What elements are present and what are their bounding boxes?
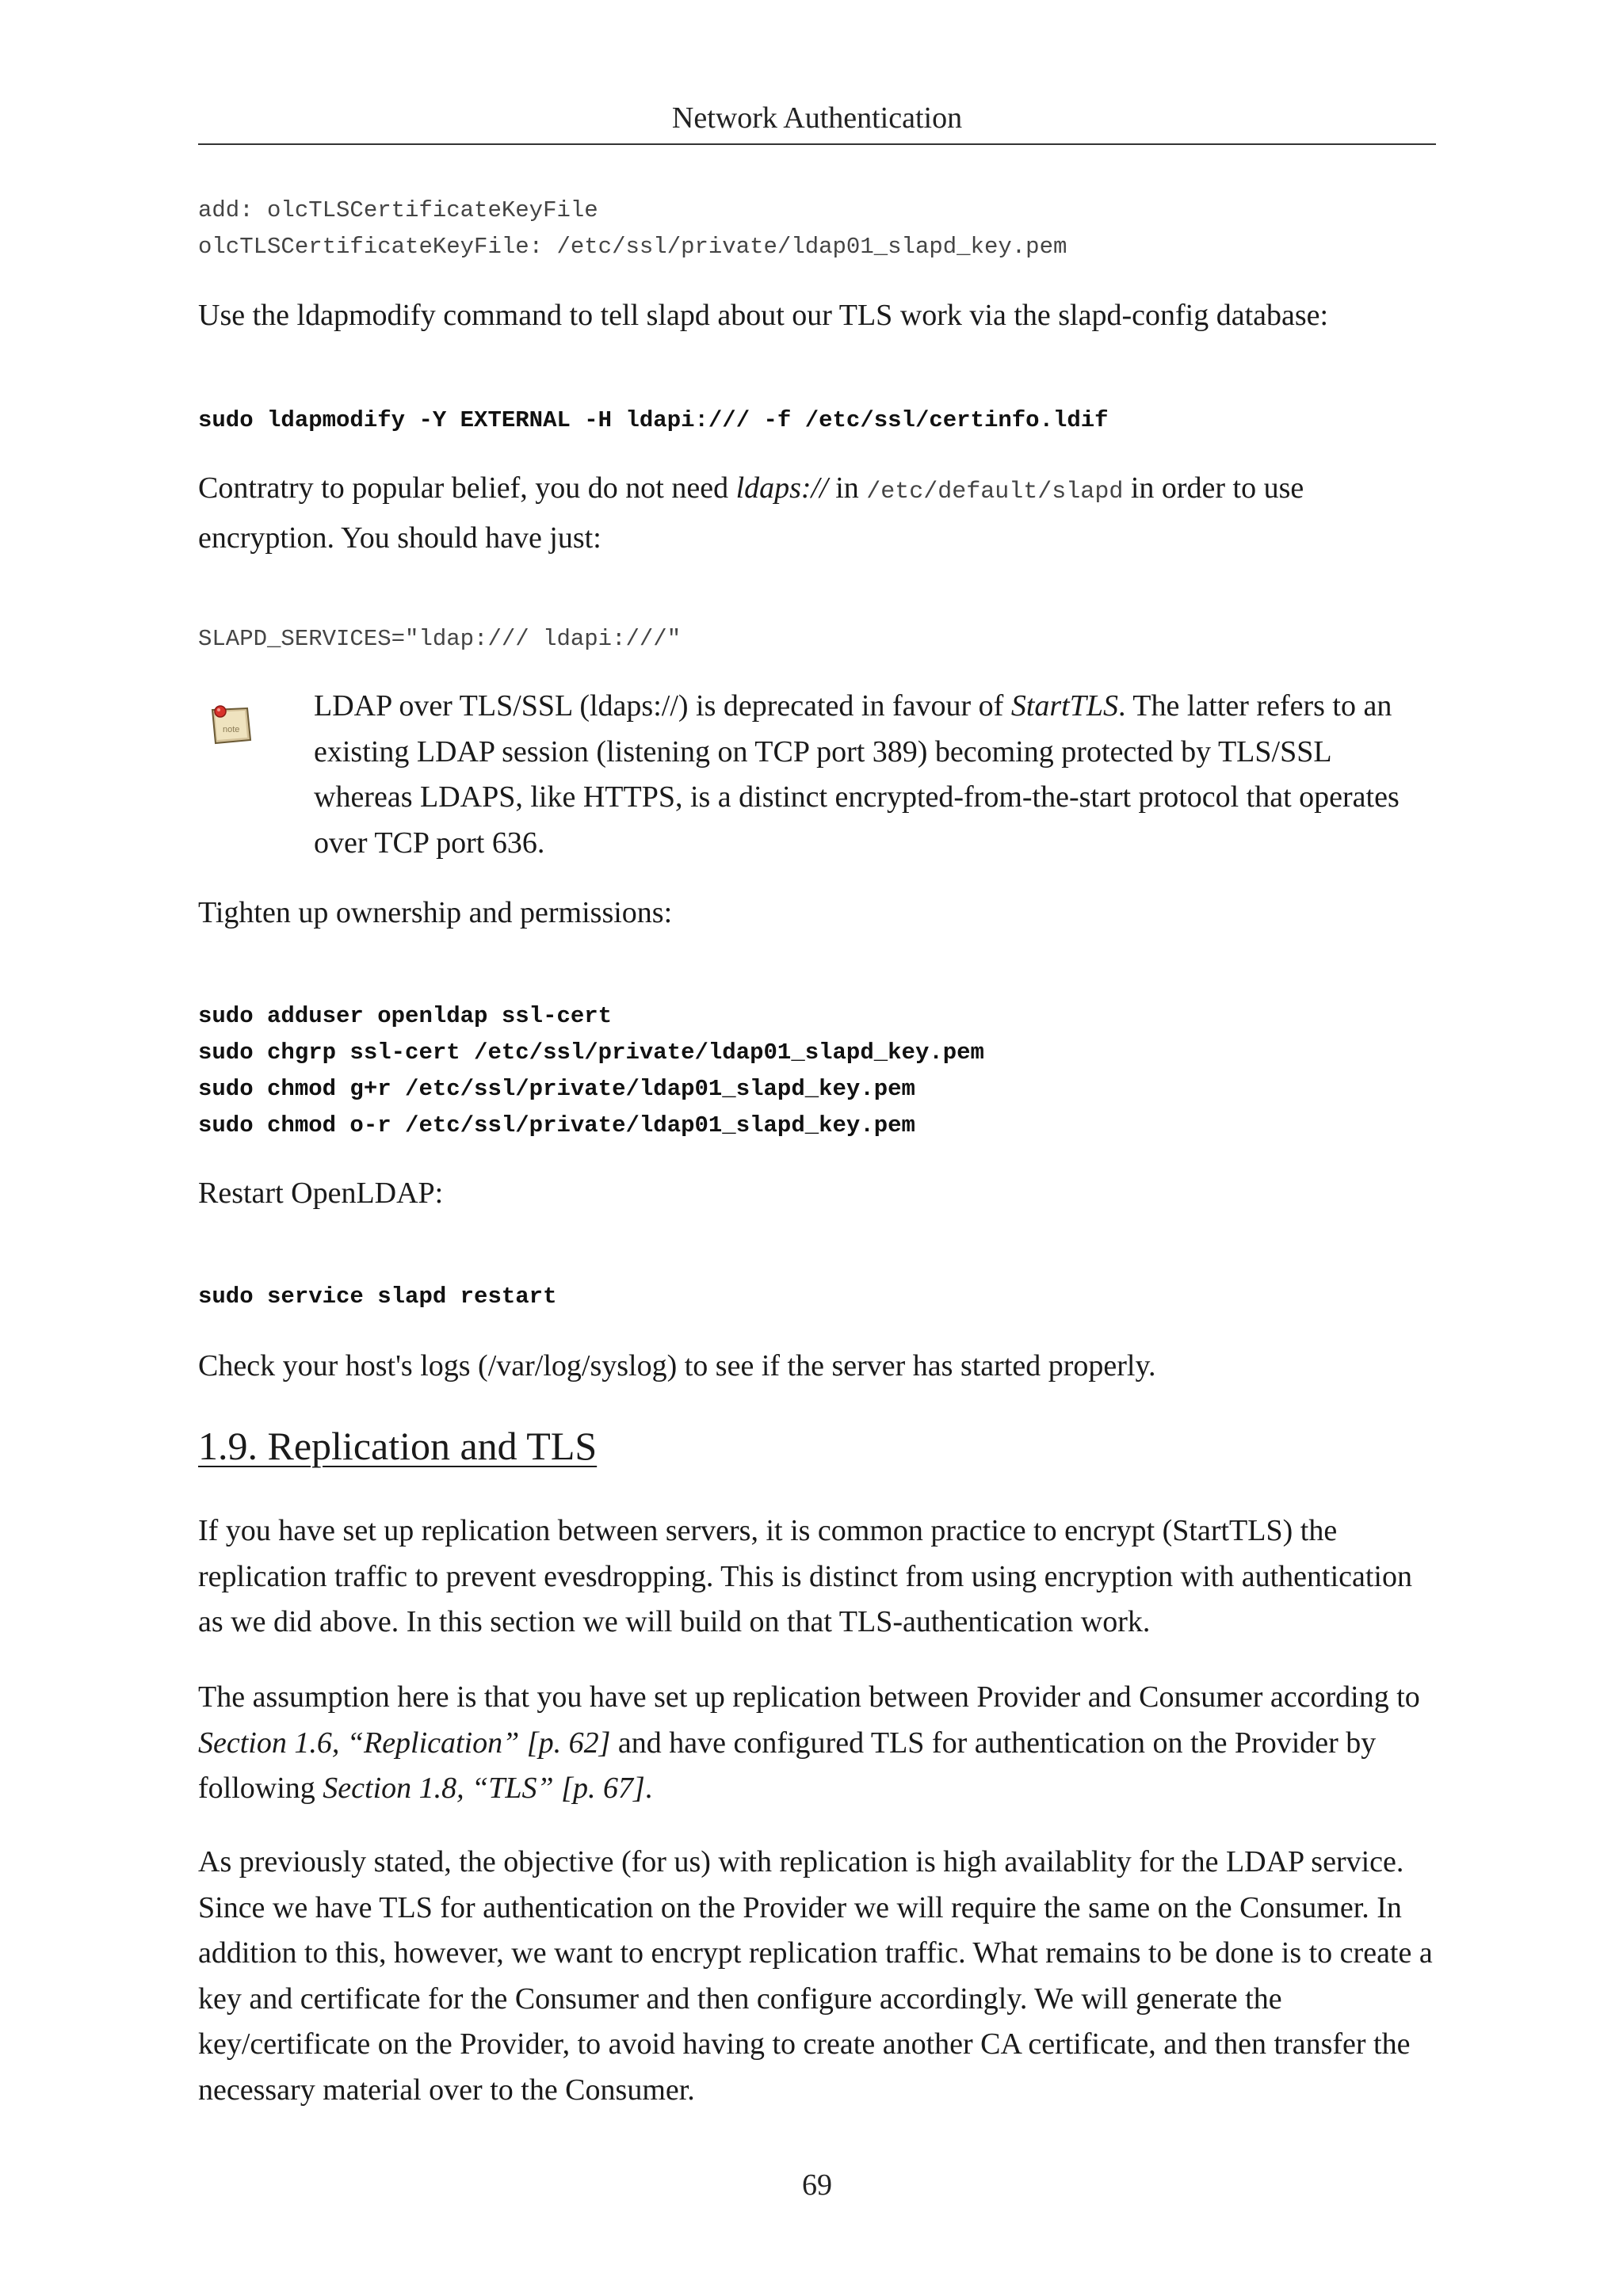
paragraph-objective: As previously stated, the objective (for us) with replication is high availablity for the LDAP service. Since we have TLS for authentication on the Provider we will require the same on the Consumer. In addition to this, however, we want to encrypt replication traffic. What remains to be done is to create a key and certificate for the Consumer and then configure accordingly. We will generate the key/certificate on the Provider, to avoid having to create another CA certificate, and then transfer the necessary material over to the Consumer. (198, 1845, 1433, 2107)
paragraph-ldapmodify-intro: Use the ldapmodify command to tell slapd about our TLS work via the slapd-config database: (198, 299, 1329, 332)
section-heading: 1.9. Replication and TLS (198, 1424, 598, 1468)
code-block-restart (198, 1279, 556, 1315)
page-number: 69 (802, 2168, 832, 2202)
code-line: sudo ldapmodify -Y EXTERNAL -H ldapi:/// -f /etc/ssl/certinfo.ldif (198, 407, 1109, 433)
code-line: sudo chmod o-r /etc/ssl/private/ldap01_slapd_key.pem (198, 1112, 915, 1138)
note-text: LDAP over TLS/SSL (ldaps://) is deprecated in favour of StartTLS. The latter refers to an existing LDAP session (listening on TCP port 389) becoming protected by TLS/SSL whereas LDAPS, like HTTPS, is a distinct encrypted-from-the-start protocol that operates over TCP port 636. (314, 689, 1400, 860)
code-block-slapd-services (198, 621, 681, 658)
cross-reference-link[interactable]: Section 1.6, “Replication” [p. 62] (198, 1726, 611, 1760)
paragraph-restart: Restart OpenLDAP: (198, 1177, 444, 1210)
document-page (198, 0, 1436, 2296)
code-block-ldif-tail (198, 193, 1067, 265)
code-block-ldapmodify (198, 402, 1109, 439)
running-header: Network Authentication (671, 101, 963, 135)
inline-code-path: /etc/default/slapd (866, 479, 1124, 505)
code-line: sudo chgrp ssl-cert /etc/ssl/private/ldap01_slapd_key.pem (198, 1039, 984, 1066)
code-line: sudo service slapd restart (198, 1283, 557, 1310)
note-icon-label: note (223, 725, 240, 734)
code-line: sudo chmod g+r /etc/ssl/private/ldap01_slapd_key.pem (198, 1076, 915, 1102)
note-icon (208, 702, 255, 749)
cross-reference-link[interactable]: Section 1.8, “TLS” [p. 67] (323, 1772, 645, 1805)
code-block-permissions (198, 998, 984, 1144)
header-rule (198, 143, 1436, 145)
code-line: olcTLSCertificateKeyFile: /etc/ssl/private/ldap01_slapd_key.pem (198, 234, 1067, 260)
code-line: add: olcTLSCertificateKeyFile (198, 197, 598, 223)
paragraph-ldaps-belief: Contratry to popular belief, you do not need ldaps:// in /etc/default/slapd in order to use encryption. You should have just: (198, 471, 1304, 555)
code-line: sudo adduser openldap ssl-cert (198, 1003, 613, 1029)
paragraph-assumption: The assumption here is that you have set up replication between Provider and Consumer according to Section 1.6, “Replication” [p. 62] and have configured TLS for authentication on the Provider by following Section 1.8, “TLS” [p. 67]. (198, 1680, 1420, 1805)
paragraph-check-logs: Check your host's logs (/var/log/syslog) to see if the server has started properly. (198, 1349, 1156, 1383)
code-line: SLAPD_SERVICES="ldap:/// ldapi:///" (198, 626, 682, 652)
paragraph-tighten-permissions: Tighten up ownership and permissions: (198, 896, 673, 929)
paragraph-replication-intro: If you have set up replication between servers, it is common practice to encrypt (StartTLS) the replication traffic to prevent evesdropping. This is distinct from using encryption with authentication as we did above. In this section we will build on that TLS-authentication work. (198, 1514, 1412, 1638)
